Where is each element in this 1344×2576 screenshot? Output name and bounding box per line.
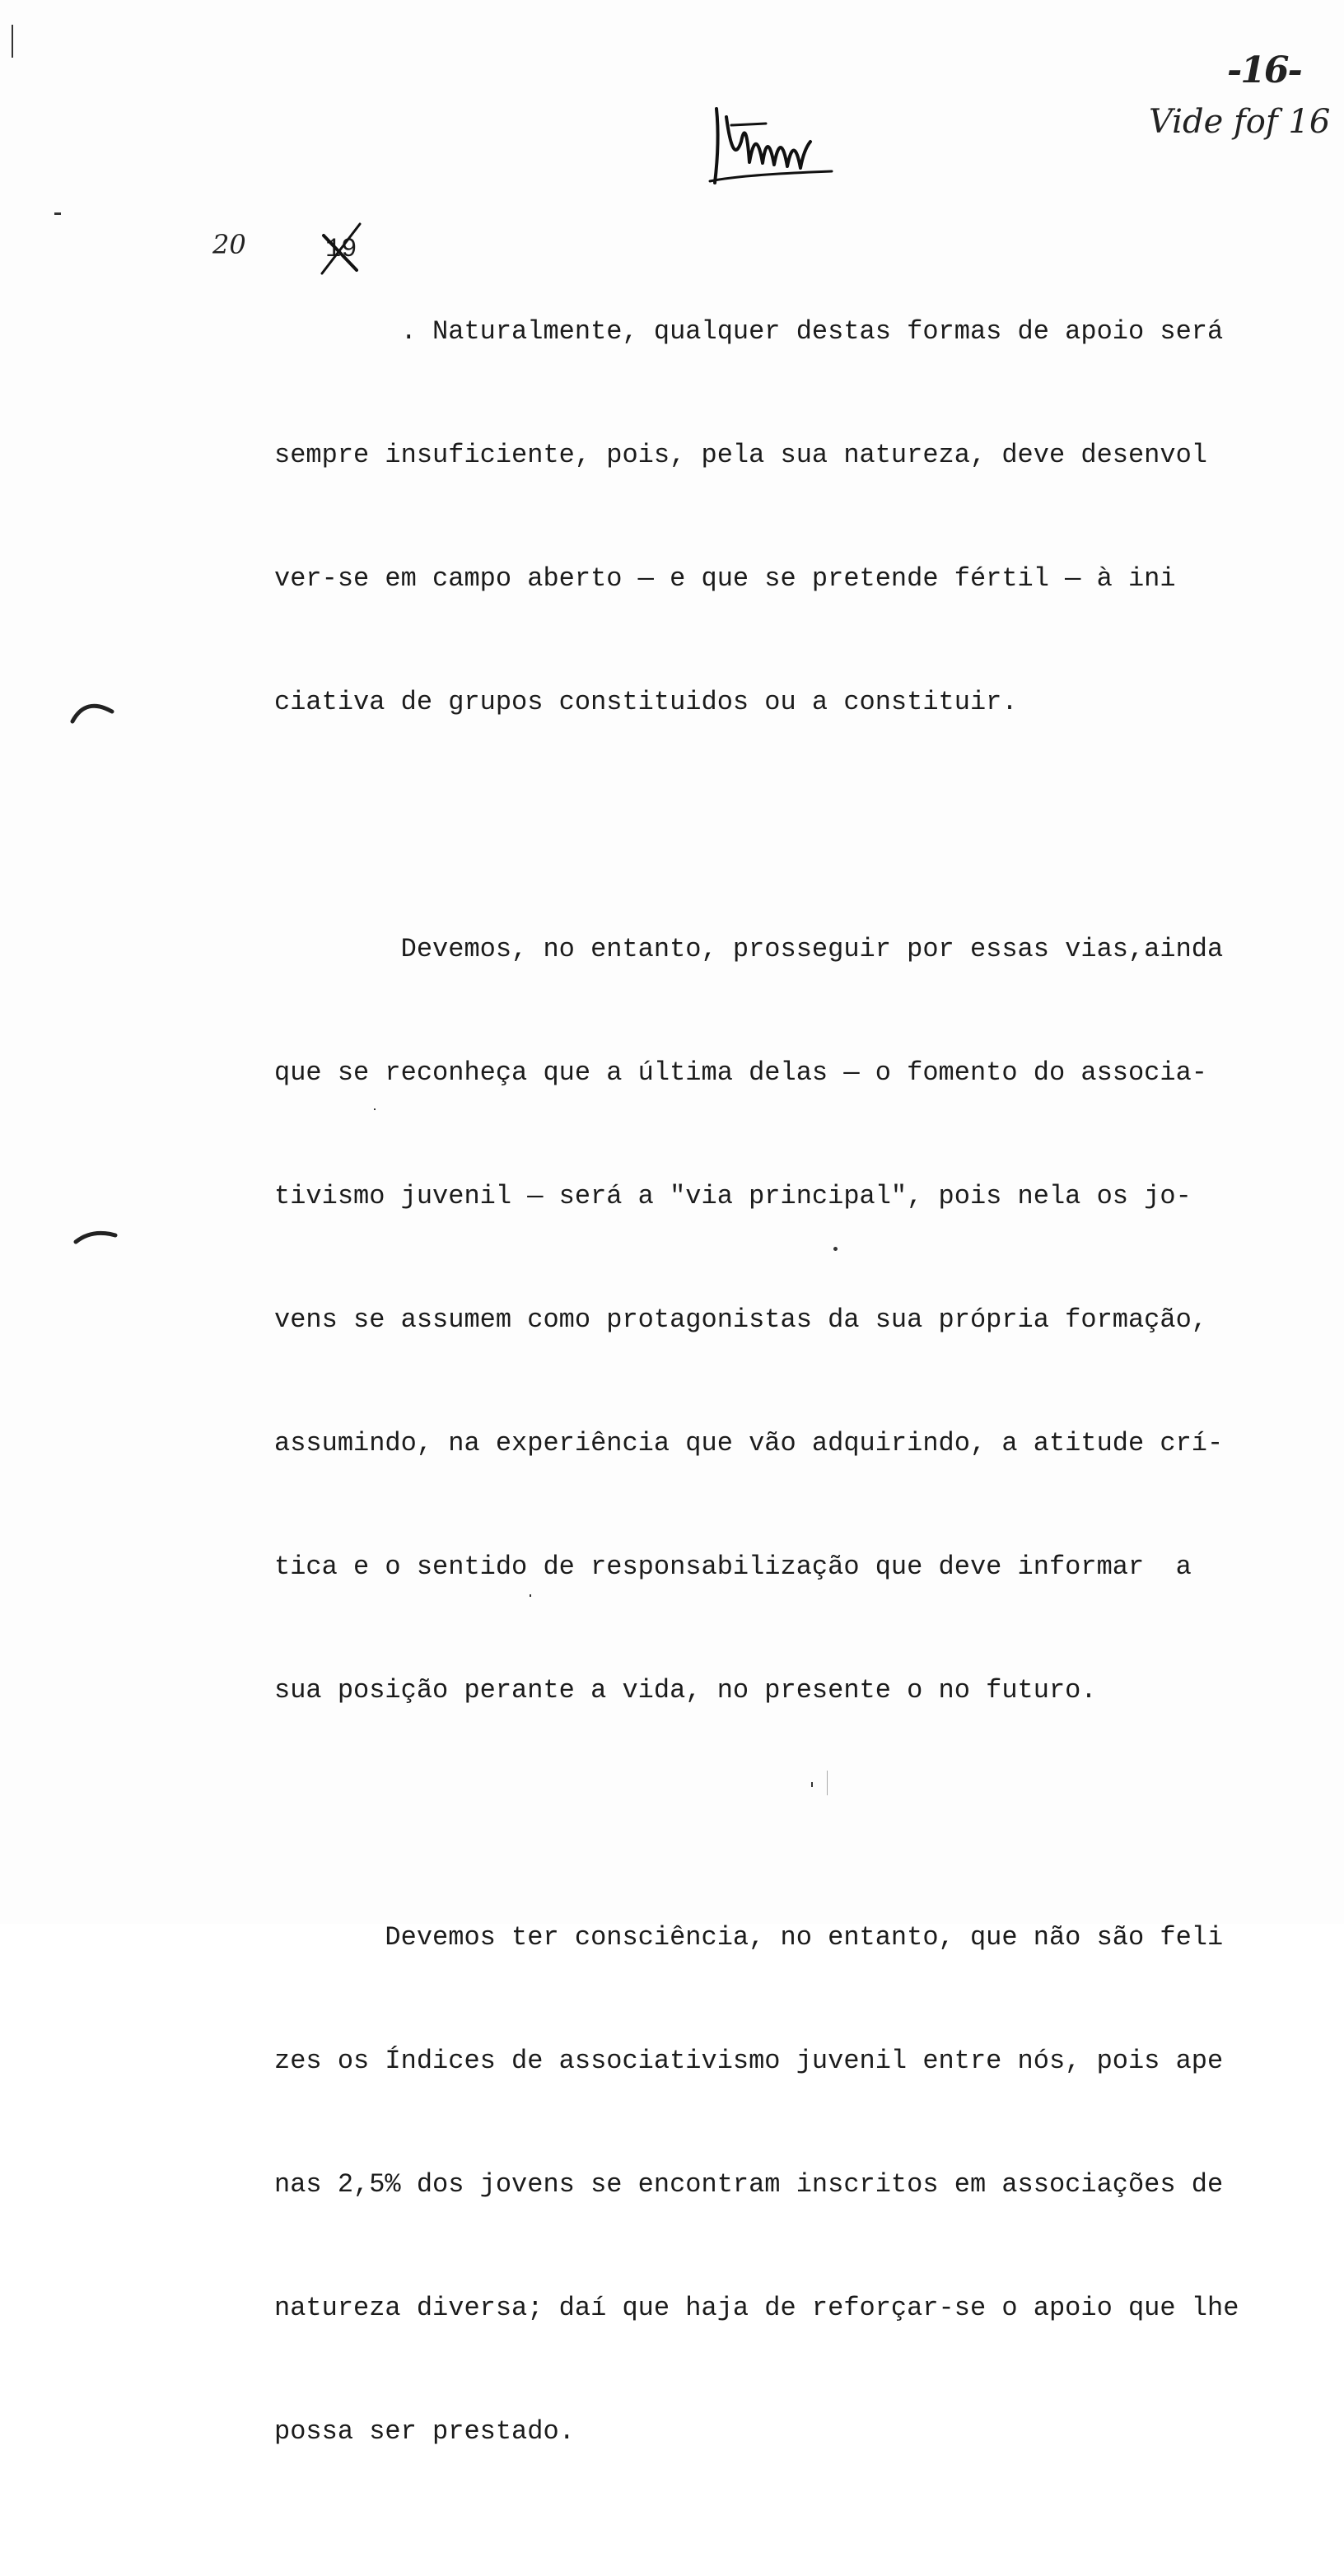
text-line: Devemos ter consciência, no entanto, que não são feli — [274, 1922, 1224, 1953]
scan-mark-dash — [54, 212, 61, 215]
hole-punch-arc-top — [69, 692, 115, 725]
struck-paragraph-number: 19 — [325, 234, 357, 264]
text-line: que se reconheça que a última delas — o fomento do associa- — [274, 1057, 1207, 1088]
document-body — [274, 229, 1304, 2576]
hole-punch-arc-bottom — [72, 1222, 119, 1247]
margin-paragraph-number: 20 — [212, 229, 246, 260]
text-line: nas 2,5% dos jovens se encontram inscritos em associações de — [274, 2169, 1224, 2200]
text-line: sua posição perante a vida, no presente o no futuro. — [274, 1675, 1097, 1706]
scan-speck — [374, 1108, 376, 1110]
text-line: possa ser prestado. — [274, 2416, 575, 2447]
text-line: zes os Índices de associativismo juvenil entre nós, pois ape — [274, 2046, 1224, 2076]
scan-speck — [827, 1771, 828, 1795]
signature — [708, 92, 840, 191]
scan-speck — [811, 1782, 813, 1787]
paragraph-1 — [274, 229, 1304, 805]
scan-mark-top — [12, 25, 13, 58]
handwritten-annotation: Vide fof 16 — [1149, 103, 1331, 141]
text-line: ver-se em campo aberto — e que se pretende fértil — à ini — [274, 563, 1176, 594]
page-number: -16- — [1227, 49, 1301, 91]
paragraph-2 — [274, 847, 1304, 1794]
text-line: . Naturalmente, qualquer destas formas de apoio será — [274, 316, 1224, 347]
text-line: Devemos, no entanto, prosseguir por essas vias,ainda — [274, 934, 1224, 964]
text-line: natureza diversa; daí que haja de reforçar-se o apoio que lhe — [274, 2293, 1239, 2323]
text-line: tica e o sentido de responsabilização que deve informar a — [274, 1552, 1192, 1582]
text-line: ciativa de grupos constituidos ou a constituir. — [274, 687, 1018, 717]
paragraph-3 — [274, 1835, 1304, 2535]
text-line: vens se assumem como protagonistas da sua própria formação, — [274, 1304, 1207, 1335]
scan-speck — [530, 1594, 531, 1597]
scan-speck — [833, 1247, 838, 1251]
text-line: tivismo juvenil — será a "via principal", pois nela os jo- — [274, 1181, 1192, 1211]
text-line: sempre insuficiente, pois, pela sua natureza, deve desenvol — [274, 440, 1207, 470]
text-line: assumindo, na experiência que vão adquirindo, a atitude crí- — [274, 1428, 1224, 1458]
